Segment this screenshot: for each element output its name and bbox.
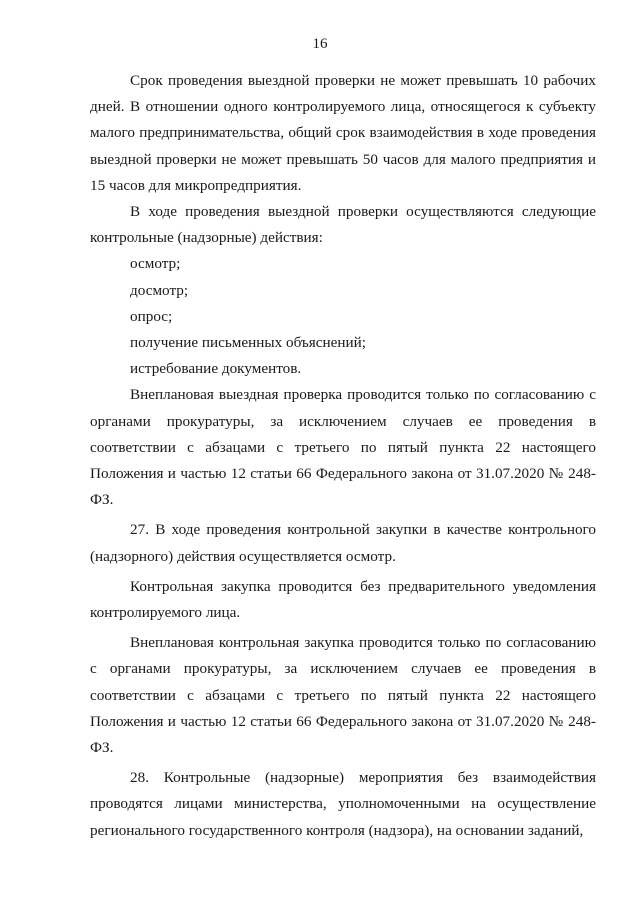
list-item: получение письменных объяснений; (130, 334, 366, 352)
list-item: досмотр; (130, 281, 189, 299)
paragraph-control-actions: В ходе проведения выездной проверки осуществляются следующие контрольные (надзорные) действия: (90, 203, 596, 247)
list-item: осмотр; (130, 255, 181, 273)
list-item: истребование документов. (130, 360, 302, 378)
page-number: 16 (312, 36, 328, 52)
paragraph-control-purchase: Контрольная закупка проводится без предварительного уведомления контролируемого лица. (90, 577, 596, 622)
paragraph-27: 27. В ходе проведения контрольной закупки в качестве контрольного (надзорного) действия осуществляется осмотр. (90, 521, 596, 565)
document-body (90, 68, 596, 844)
paragraph-inspection-duration: Срок проведения выездной проверки не может превышать 10 рабочих дней. В отношении одного контролируемого лица, относящегося к субъекту малого предпринимательства, общий срок взаимодействия в ходе проведения выездной проверки не может превышать 50 часов для малого предприятия и 15 часов для микропредприятия. (90, 72, 596, 194)
paragraph-28: 28. Контрольные (надзорные) мероприятия без взаимодействия проводятся лицами министерства, уполномоченными на осуществление регионального государственного контроля (надзора), на основании заданий, (90, 769, 596, 839)
paragraph-unscheduled-inspection: Внеплановая выездная проверка проводится только по согласованию с органами прокуратуры, за исключением случаев ее проведения в соответствии с абзацами с третьего по пятый пункта 22 настоящего Положения и частью 12 статьи 66 Федерального закона от 31.07.2020 № 248-ФЗ. (90, 386, 596, 509)
paragraph-unscheduled-purchase: Внеплановая контрольная закупка проводится только по согласованию с органами прокуратуры, за исключением случаев ее проведения в соответствии с абзацами с третьего по пятый пункта 22 настоящего Положения и частью 12 статьи 66 Федерального закона от 31.07.2020 № 248-ФЗ. (90, 634, 596, 757)
list-item: опрос; (130, 307, 173, 325)
